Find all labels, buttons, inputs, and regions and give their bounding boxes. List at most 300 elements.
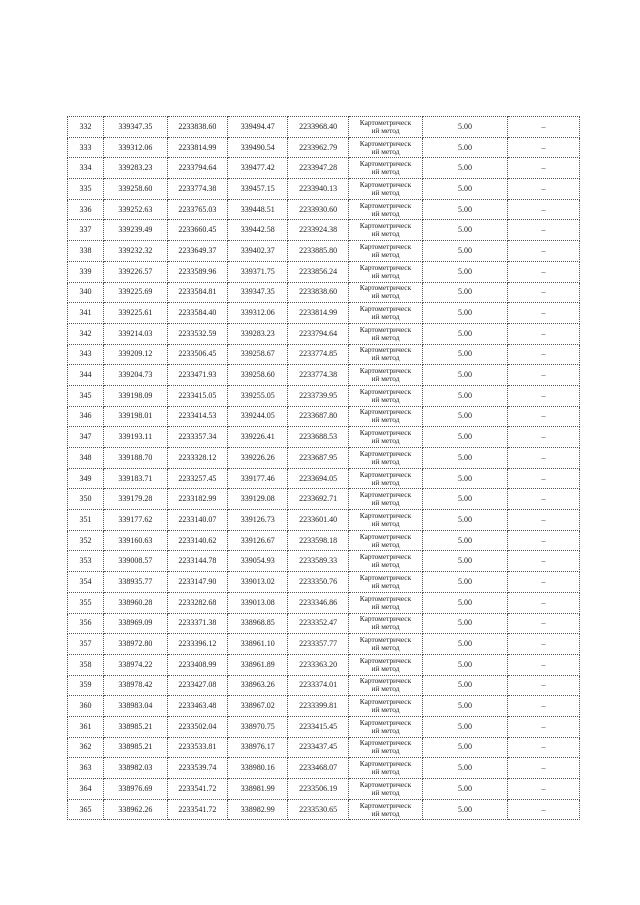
point-number-cell: 357: [68, 634, 104, 655]
point-number-cell: 347: [68, 427, 104, 448]
x-coordinate-cell-2: 338961.89: [228, 654, 288, 675]
point-number-cell: 356: [68, 613, 104, 634]
table-row: [68, 675, 580, 696]
method-cell: [348, 303, 422, 324]
note-cell: –: [507, 199, 579, 220]
y-coordinate-cell-2: 2233589.33: [288, 551, 348, 572]
note-cell: –: [507, 220, 579, 241]
x-coordinate-cell-2: 339255.05: [228, 385, 288, 406]
point-number-cell: 359: [68, 675, 104, 696]
method-cell: [348, 716, 422, 737]
x-coordinate-cell-2: 339494.47: [228, 117, 288, 138]
x-coordinate-cell-2: 339312.06: [228, 303, 288, 324]
method-line-2: ий метод: [371, 643, 400, 653]
method-line-2: ий метод: [371, 539, 400, 549]
x-coordinate-cell-2: 339442.58: [228, 220, 288, 241]
method-line-2: ий метод: [371, 332, 400, 342]
accuracy-cell: 5.00: [423, 406, 508, 427]
x-coordinate-cell-2: 338982.99: [228, 799, 288, 820]
table-row: [68, 117, 580, 138]
accuracy-cell: 5.00: [423, 385, 508, 406]
y-coordinate-cell-2: 2233947.28: [288, 158, 348, 179]
method-line-2: ий метод: [371, 208, 400, 218]
method-line-1: Картометрическ: [359, 697, 412, 707]
method-cell: [348, 241, 422, 262]
note-cell: –: [507, 385, 579, 406]
method-cell: [348, 530, 422, 551]
method-cell: [348, 199, 422, 220]
method-line-1: Картометрическ: [359, 779, 412, 789]
x-coordinate-cell-2: 339347.35: [228, 282, 288, 303]
y-coordinate-cell: 2233147.90: [167, 572, 227, 593]
accuracy-cell: 5.00: [423, 220, 508, 241]
y-coordinate-cell-2: 2233363.20: [288, 654, 348, 675]
y-coordinate-cell: 2233502.04: [167, 716, 227, 737]
x-coordinate-cell-2: 338967.02: [228, 696, 288, 717]
note-cell: –: [507, 241, 579, 262]
y-coordinate-cell: 2233541.72: [167, 799, 227, 820]
point-number-cell: 340: [68, 282, 104, 303]
note-cell: –: [507, 365, 579, 386]
x-coordinate-cell: 339188.70: [104, 448, 168, 469]
method-line-1: Картометрическ: [359, 738, 412, 748]
y-coordinate-cell: 2233463.48: [167, 696, 227, 717]
method-cell: [348, 323, 422, 344]
method-line-1: Картометрическ: [359, 635, 412, 645]
point-number-cell: 335: [68, 179, 104, 200]
method-cell: [348, 344, 422, 365]
method-line-2: ий метод: [371, 436, 400, 446]
y-coordinate-cell: 2233539.74: [167, 758, 227, 779]
y-coordinate-cell-2: 2233601.40: [288, 510, 348, 531]
method-cell: [348, 654, 422, 675]
table-row: [68, 613, 580, 634]
x-coordinate-cell: 338976.69: [104, 779, 168, 800]
x-coordinate-cell-2: 339054.93: [228, 551, 288, 572]
method-line-1: Картометрическ: [359, 283, 412, 293]
note-cell: –: [507, 716, 579, 737]
accuracy-cell: 5.00: [423, 530, 508, 551]
y-coordinate-cell: 2233144.78: [167, 551, 227, 572]
point-number-cell: 361: [68, 716, 104, 737]
x-coordinate-cell: 339193.11: [104, 427, 168, 448]
y-coordinate-cell-2: 2233838.60: [288, 282, 348, 303]
y-coordinate-cell: 2233471.93: [167, 365, 227, 386]
table-row: [68, 323, 580, 344]
y-coordinate-cell-2: 2233346.86: [288, 592, 348, 613]
x-coordinate-cell: 339232.32: [104, 241, 168, 262]
table-row: [68, 406, 580, 427]
x-coordinate-cell-2: 339013.02: [228, 572, 288, 593]
x-coordinate-cell: 338972.80: [104, 634, 168, 655]
y-coordinate-cell: 2233838.60: [167, 117, 227, 138]
accuracy-cell: 5.00: [423, 675, 508, 696]
y-coordinate-cell-2: 2233692.71: [288, 489, 348, 510]
point-number-cell: 351: [68, 510, 104, 531]
point-number-cell: 346: [68, 406, 104, 427]
table-row: [68, 468, 580, 489]
method-line-2: ий метод: [371, 705, 400, 715]
y-coordinate-cell-2: 2233350.76: [288, 572, 348, 593]
method-line-2: ий метод: [371, 808, 400, 818]
x-coordinate-cell-2: 339258.67: [228, 344, 288, 365]
point-number-cell: 350: [68, 489, 104, 510]
table-row: [68, 282, 580, 303]
method-line-2: ий метод: [371, 415, 400, 425]
y-coordinate-cell: 2233357.34: [167, 427, 227, 448]
method-cell: [348, 592, 422, 613]
method-line-1: Картометрическ: [359, 593, 412, 603]
y-coordinate-cell-2: 2233940.13: [288, 179, 348, 200]
x-coordinate-cell-2: 339177.46: [228, 468, 288, 489]
x-coordinate-cell: 338960.28: [104, 592, 168, 613]
method-cell: [348, 737, 422, 758]
accuracy-cell: 5.00: [423, 737, 508, 758]
method-line-1: Картометрическ: [359, 717, 412, 727]
table-row: [68, 572, 580, 593]
method-line-2: ий метод: [371, 746, 400, 756]
x-coordinate-cell-2: 339244.05: [228, 406, 288, 427]
method-cell: [348, 779, 422, 800]
method-line-1: Картометрическ: [359, 448, 412, 458]
x-coordinate-cell-2: 339126.67: [228, 530, 288, 551]
method-cell: [348, 282, 422, 303]
method-line-1: Картометрическ: [359, 179, 412, 189]
table-row: [68, 489, 580, 510]
note-cell: –: [507, 551, 579, 572]
method-line-2: ий метод: [371, 249, 400, 259]
method-line-1: Картометрическ: [359, 138, 412, 148]
method-line-1: Картометрическ: [359, 800, 412, 810]
method-line-2: ий метод: [371, 353, 400, 363]
x-coordinate-cell-2: 339013.08: [228, 592, 288, 613]
point-number-cell: 338: [68, 241, 104, 262]
note-cell: –: [507, 634, 579, 655]
note-cell: –: [507, 489, 579, 510]
method-line-2: ий метод: [371, 312, 400, 322]
note-cell: –: [507, 344, 579, 365]
y-coordinate-cell-2: 2233694.05: [288, 468, 348, 489]
point-number-cell: 336: [68, 199, 104, 220]
method-line-1: Картометрическ: [359, 262, 412, 272]
table-row: [68, 779, 580, 800]
accuracy-cell: 5.00: [423, 365, 508, 386]
x-coordinate-cell: 339283.23: [104, 158, 168, 179]
accuracy-cell: 5.00: [423, 179, 508, 200]
method-line-1: Картометрическ: [359, 407, 412, 417]
note-cell: –: [507, 323, 579, 344]
accuracy-cell: 5.00: [423, 696, 508, 717]
x-coordinate-cell-2: 338976.17: [228, 737, 288, 758]
x-coordinate-cell: 339252.63: [104, 199, 168, 220]
note-cell: –: [507, 675, 579, 696]
x-coordinate-cell: 339225.61: [104, 303, 168, 324]
method-cell: [348, 385, 422, 406]
x-coordinate-cell: 338962.26: [104, 799, 168, 820]
point-number-cell: 353: [68, 551, 104, 572]
x-coordinate-cell-2: 339457.15: [228, 179, 288, 200]
y-coordinate-cell-2: 2233687.95: [288, 448, 348, 469]
accuracy-cell: 5.00: [423, 137, 508, 158]
y-coordinate-cell: 2233427.08: [167, 675, 227, 696]
method-line-1: Картометрическ: [359, 676, 412, 686]
accuracy-cell: 5.00: [423, 799, 508, 820]
accuracy-cell: 5.00: [423, 448, 508, 469]
note-cell: –: [507, 592, 579, 613]
y-coordinate-cell-2: 2233930.60: [288, 199, 348, 220]
table-row: [68, 241, 580, 262]
x-coordinate-cell: 338978.42: [104, 675, 168, 696]
x-coordinate-cell: 339239.49: [104, 220, 168, 241]
point-number-cell: 355: [68, 592, 104, 613]
note-cell: –: [507, 448, 579, 469]
accuracy-cell: 5.00: [423, 323, 508, 344]
method-line-2: ий метод: [371, 622, 400, 632]
x-coordinate-cell-2: 339226.41: [228, 427, 288, 448]
y-coordinate-cell-2: 2233468.07: [288, 758, 348, 779]
note-cell: –: [507, 737, 579, 758]
x-coordinate-cell-2: 339283.23: [228, 323, 288, 344]
y-coordinate-cell-2: 2233962.79: [288, 137, 348, 158]
table-row: [68, 199, 580, 220]
x-coordinate-cell: 339198.01: [104, 406, 168, 427]
method-line-1: Картометрическ: [359, 572, 412, 582]
method-line-2: ий метод: [371, 146, 400, 156]
method-line-2: ий метод: [371, 394, 400, 404]
y-coordinate-cell: 2233506.45: [167, 344, 227, 365]
table-row: [68, 634, 580, 655]
method-cell: [348, 634, 422, 655]
accuracy-cell: 5.00: [423, 592, 508, 613]
y-coordinate-cell-2: 2233885.80: [288, 241, 348, 262]
accuracy-cell: 5.00: [423, 489, 508, 510]
method-line-1: Картометрическ: [359, 614, 412, 624]
note-cell: –: [507, 468, 579, 489]
y-coordinate-cell-2: 2233399.81: [288, 696, 348, 717]
y-coordinate-cell: 2233541.72: [167, 779, 227, 800]
method-cell: [348, 261, 422, 282]
y-coordinate-cell: 2233584.81: [167, 282, 227, 303]
y-coordinate-cell: 2233282.68: [167, 592, 227, 613]
method-line-1: Картометрическ: [359, 221, 412, 231]
x-coordinate-cell: 339008.57: [104, 551, 168, 572]
x-coordinate-cell-2: 339448.51: [228, 199, 288, 220]
table-row: [68, 510, 580, 531]
method-line-1: Картометрическ: [359, 759, 412, 769]
x-coordinate-cell: 339179.28: [104, 489, 168, 510]
method-line-1: Картометрическ: [359, 345, 412, 355]
accuracy-cell: 5.00: [423, 510, 508, 531]
y-coordinate-cell-2: 2233357.77: [288, 634, 348, 655]
method-cell: [348, 696, 422, 717]
method-cell: [348, 179, 422, 200]
accuracy-cell: 5.00: [423, 303, 508, 324]
method-line-2: ий метод: [371, 580, 400, 590]
x-coordinate-cell: 339258.60: [104, 179, 168, 200]
table-row: [68, 220, 580, 241]
table-row: [68, 592, 580, 613]
note-cell: –: [507, 758, 579, 779]
note-cell: –: [507, 261, 579, 282]
method-cell: [348, 448, 422, 469]
note-cell: –: [507, 572, 579, 593]
point-number-cell: 341: [68, 303, 104, 324]
method-cell: [348, 365, 422, 386]
method-line-2: ий метод: [371, 560, 400, 570]
x-coordinate-cell-2: 339402.37: [228, 241, 288, 262]
point-number-cell: 344: [68, 365, 104, 386]
method-cell: [348, 572, 422, 593]
y-coordinate-cell: 2233414.53: [167, 406, 227, 427]
y-coordinate-cell-2: 2233598.18: [288, 530, 348, 551]
method-line-2: ий метод: [371, 167, 400, 177]
note-cell: –: [507, 427, 579, 448]
x-coordinate-cell-2: 338961.10: [228, 634, 288, 655]
method-line-1: Картометрическ: [359, 386, 412, 396]
method-line-2: ий метод: [371, 374, 400, 384]
y-coordinate-cell-2: 2233968.40: [288, 117, 348, 138]
method-cell: [348, 117, 422, 138]
table-row: [68, 303, 580, 324]
note-cell: –: [507, 303, 579, 324]
y-coordinate-cell-2: 2233774.85: [288, 344, 348, 365]
method-cell: [348, 158, 422, 179]
method-line-1: Картометрическ: [359, 469, 412, 479]
x-coordinate-cell-2: 339226.26: [228, 448, 288, 469]
point-number-cell: 337: [68, 220, 104, 241]
accuracy-cell: 5.00: [423, 634, 508, 655]
accuracy-cell: 5.00: [423, 282, 508, 303]
y-coordinate-cell: 2233140.07: [167, 510, 227, 531]
method-cell: [348, 137, 422, 158]
table-row: [68, 696, 580, 717]
method-line-2: ий метод: [371, 725, 400, 735]
method-line-2: ий метод: [371, 787, 400, 797]
y-coordinate-cell-2: 2233687.80: [288, 406, 348, 427]
y-coordinate-cell: 2233584.40: [167, 303, 227, 324]
method-line-1: Картометрическ: [359, 324, 412, 334]
table-row: [68, 427, 580, 448]
x-coordinate-cell: 339214.03: [104, 323, 168, 344]
point-number-cell: 352: [68, 530, 104, 551]
accuracy-cell: 5.00: [423, 158, 508, 179]
x-coordinate-cell: 338985.21: [104, 716, 168, 737]
y-coordinate-cell-2: 2233374.01: [288, 675, 348, 696]
note-cell: –: [507, 282, 579, 303]
y-coordinate-cell: 2233257.45: [167, 468, 227, 489]
method-line-2: ий метод: [371, 187, 400, 197]
y-coordinate-cell: 2233589.96: [167, 261, 227, 282]
note-cell: –: [507, 530, 579, 551]
x-coordinate-cell-2: 338980.16: [228, 758, 288, 779]
method-line-2: ий метод: [371, 518, 400, 528]
y-coordinate-cell: 2233408.99: [167, 654, 227, 675]
table-row: [68, 530, 580, 551]
accuracy-cell: 5.00: [423, 261, 508, 282]
x-coordinate-cell-2: 339129.08: [228, 489, 288, 510]
note-cell: –: [507, 510, 579, 531]
y-coordinate-cell: 2233660.45: [167, 220, 227, 241]
table-row: [68, 365, 580, 386]
method-line-1: Картометрическ: [359, 531, 412, 541]
method-cell: [348, 613, 422, 634]
method-line-1: Картометрическ: [359, 117, 412, 127]
point-number-cell: 364: [68, 779, 104, 800]
accuracy-cell: 5.00: [423, 241, 508, 262]
y-coordinate-cell: 2233396.12: [167, 634, 227, 655]
y-coordinate-cell: 2233794.64: [167, 158, 227, 179]
point-number-cell: 348: [68, 448, 104, 469]
method-line-2: ий метод: [371, 663, 400, 673]
table-row: [68, 448, 580, 469]
note-cell: –: [507, 654, 579, 675]
x-coordinate-cell-2: 338981.99: [228, 779, 288, 800]
accuracy-cell: 5.00: [423, 199, 508, 220]
table-row: [68, 654, 580, 675]
method-cell: [348, 220, 422, 241]
method-cell: [348, 468, 422, 489]
method-line-1: Картометрическ: [359, 159, 412, 169]
y-coordinate-cell: 2233371.38: [167, 613, 227, 634]
method-cell: [348, 675, 422, 696]
note-cell: –: [507, 799, 579, 820]
accuracy-cell: 5.00: [423, 117, 508, 138]
x-coordinate-cell: 339160.63: [104, 530, 168, 551]
accuracy-cell: 5.00: [423, 716, 508, 737]
y-coordinate-cell-2: 2233814.99: [288, 303, 348, 324]
point-number-cell: 342: [68, 323, 104, 344]
method-cell: [348, 510, 422, 531]
table-row: [68, 758, 580, 779]
note-cell: –: [507, 179, 579, 200]
x-coordinate-cell: 339225.69: [104, 282, 168, 303]
y-coordinate-cell: 2233774.38: [167, 179, 227, 200]
method-cell: [348, 427, 422, 448]
y-coordinate-cell-2: 2233506.19: [288, 779, 348, 800]
accuracy-cell: 5.00: [423, 468, 508, 489]
y-coordinate-cell-2: 2233774.38: [288, 365, 348, 386]
table-row: [68, 385, 580, 406]
y-coordinate-cell: 2233415.05: [167, 385, 227, 406]
x-coordinate-cell: 339198.09: [104, 385, 168, 406]
point-number-cell: 339: [68, 261, 104, 282]
x-coordinate-cell-2: 339126.73: [228, 510, 288, 531]
method-line-2: ий метод: [371, 767, 400, 777]
table-row: [68, 137, 580, 158]
method-line-1: Картометрическ: [359, 200, 412, 210]
x-coordinate-cell-2: 338963.26: [228, 675, 288, 696]
method-line-2: ий метод: [371, 477, 400, 487]
x-coordinate-cell-2: 338970.75: [228, 716, 288, 737]
method-cell: [348, 551, 422, 572]
accuracy-cell: 5.00: [423, 572, 508, 593]
method-line-1: Картометрическ: [359, 304, 412, 314]
x-coordinate-cell: 338969.09: [104, 613, 168, 634]
point-number-cell: 360: [68, 696, 104, 717]
x-coordinate-cell: 339209.12: [104, 344, 168, 365]
coordinates-table: [67, 116, 580, 820]
accuracy-cell: 5.00: [423, 427, 508, 448]
x-coordinate-cell: 338982.03: [104, 758, 168, 779]
y-coordinate-cell-2: 2233924.38: [288, 220, 348, 241]
method-line-2: ий метод: [371, 270, 400, 280]
note-cell: –: [507, 406, 579, 427]
point-number-cell: 345: [68, 385, 104, 406]
table-row: [68, 716, 580, 737]
y-coordinate-cell: 2233328.12: [167, 448, 227, 469]
accuracy-cell: 5.00: [423, 654, 508, 675]
x-coordinate-cell: 338985.21: [104, 737, 168, 758]
